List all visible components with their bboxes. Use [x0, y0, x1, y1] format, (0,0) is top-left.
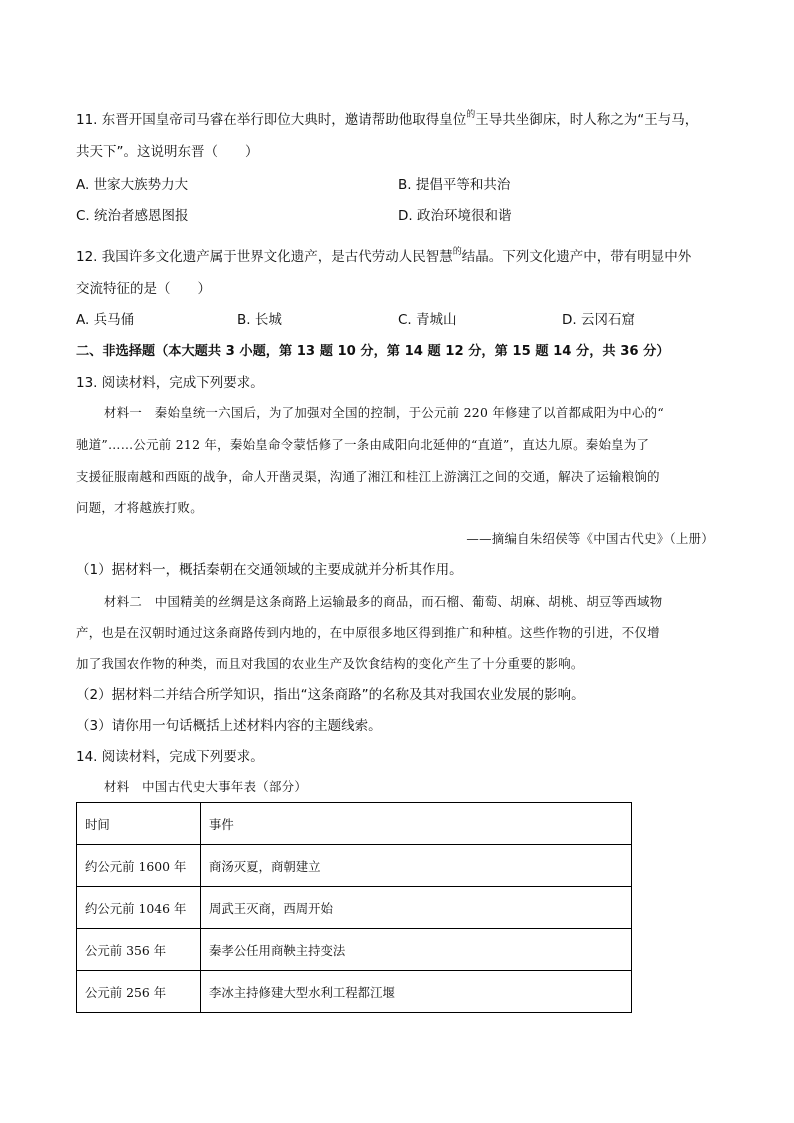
- q12-option-d: D. 云冈石窟: [562, 312, 635, 328]
- chronology-table: [76, 802, 632, 1013]
- table-header-cell: 事件: [201, 803, 632, 845]
- q11-stem-line2: 共天下”。这说明东晋（ ）: [76, 144, 259, 160]
- table-row: [77, 971, 632, 1013]
- table-cell-time: 约公元前 1046 年: [77, 887, 201, 929]
- q13-material2-line: 产，也是在汉朝时通过这条商路传到内地的，在中原很多地区得到推广和种植。这些作物的引进，不仅增: [76, 625, 660, 640]
- q13-material1-line: 驰道”……公元前 212 年，秦始皇命令蒙恬修了一条由咸阳向北延伸的“直道”，直达九原。秦始皇为了: [76, 437, 650, 452]
- q13-intro: 13. 阅读材料，完成下列要求。: [76, 375, 264, 391]
- q12-option-c: C. 青城山: [398, 312, 457, 328]
- q12-option-b: B. 长城: [237, 312, 282, 328]
- q13-subquestion-1: （1）据材料一，概括秦朝在交通领域的主要成就并分析其作用。: [76, 562, 463, 578]
- q13-material1-line: 材料一 秦始皇统一六国后，为了加强对全国的控制，于公元前 220 年修建了以首都咸阳为中心的“: [104, 405, 664, 420]
- q14-material-title: 材料 中国古代史大事年表（部分）: [104, 779, 308, 794]
- q13-subquestion-2: （2）据材料二并结合所学知识，指出“这条商路”的名称及其对我国农业发展的影响。: [76, 687, 585, 703]
- table-cell-time: 公元前 256 年: [77, 971, 201, 1013]
- table-cell-time: 公元前 356 年: [77, 929, 201, 971]
- q12-option-a: A. 兵马俑: [76, 312, 135, 328]
- section2-heading: 二、非选择题（本大题共 3 小题，第 13 题 10 分，第 14 题 12 分，第 15 题 14 分，共 36 分）: [76, 344, 670, 359]
- q13-material1-source: ——摘编自朱绍侯等《中国古代史》（上册）: [466, 531, 714, 546]
- q11-stem-line1: 11. 东晋开国皇帝司马睿在举行即位大典时，邀请帮助他取得皇位$^的$王导共坐御床，时人称之为“王与马，: [76, 110, 699, 128]
- q12-stem-line2: 交流特征的是（ ）: [76, 281, 211, 297]
- table-cell-event: 周武王灭商，西周开始: [201, 887, 632, 929]
- table-row: [77, 845, 632, 887]
- table-row: [77, 887, 632, 929]
- q11-option-d: D. 政治环境很和谐: [398, 208, 512, 224]
- q11-option-c: C. 统治者感恩图报: [76, 208, 189, 224]
- q11-option-a: A. 世家大族势力大: [76, 177, 189, 193]
- table-header-row: [77, 803, 632, 845]
- q12-stem-line1: 12. 我国许多文化遗产属于世界文化遗产，是古代劳动人民智慧$^的$结晶。下列文化遗产中，带有明显中外: [76, 247, 692, 265]
- table-cell-event: 秦孝公任用商鞅主持变法: [201, 929, 632, 971]
- q11-option-b: B. 提倡平等和共治: [398, 177, 511, 193]
- q13-subquestion-3: （3）请你用一句话概括上述材料内容的主题线索。: [76, 718, 382, 734]
- table-cell-event: 李冰主持修建大型水利工程都江堰: [201, 971, 632, 1013]
- table-cell-event: 商汤灭夏，商朝建立: [201, 845, 632, 887]
- q13-material1-line: 支援征服南越和西瓯的战争，命人开凿灵渠，沟通了湘江和桂江上游漓江之间的交通，解决了运输粮饷的: [76, 469, 660, 484]
- q13-material2-line: 加了我国农作物的种类，而且对我国的农业生产及饮食结构的变化产生了十分重要的影响。: [76, 656, 584, 671]
- table-header-cell: 时间: [77, 803, 201, 845]
- q14-intro: 14. 阅读材料，完成下列要求。: [76, 749, 264, 765]
- table-row: [77, 929, 632, 971]
- table-cell-time: 约公元前 1600 年: [77, 845, 201, 887]
- q13-material2-line: 材料二 中国精美的丝绸是这条商路上运输最多的商品，而石榴、葡萄、胡麻、胡桃、胡豆等西域物: [104, 594, 663, 609]
- q13-material1-line: 问题，才将越族打败。: [76, 500, 203, 515]
